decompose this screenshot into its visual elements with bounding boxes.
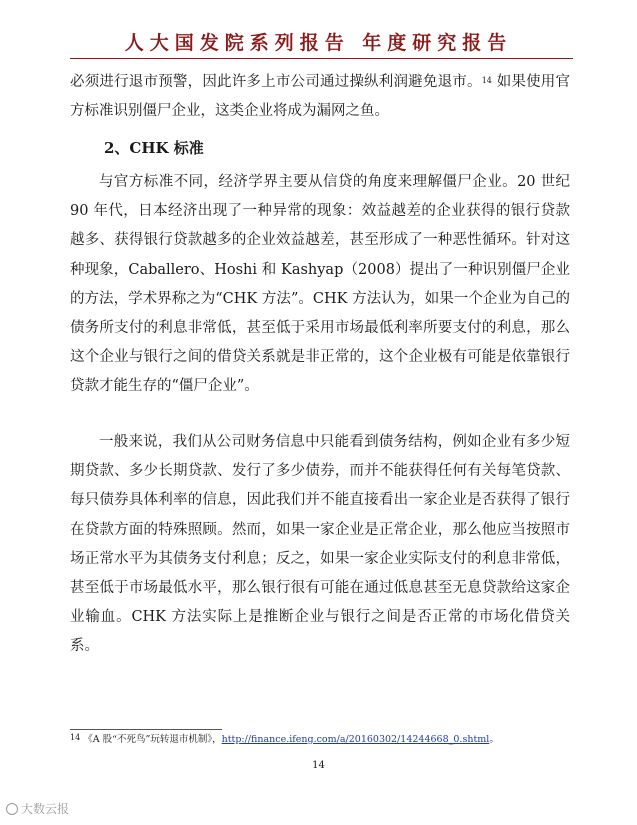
page-header <box>0 0 637 62</box>
header-title: 人大国发院系列报告 年度研究报告 <box>124 32 513 54</box>
paragraph-1-text: 必须进行退市预警，因此许多上市公司通过操纵利润避免退市。 <box>70 74 482 90</box>
paragraph-3: 一般来说，我们从公司财务信息中只能看到债务结构，例如企业有多少短期贷款、多少长期贷款、发行了多少债券，而并不能获得任何有关每笔贷款、每只债券具体利率的信息，因此我们并不能直接看出一家企业是否获得了银行在贷款方面的特殊照顾。然而，如果一家企业是正常企业，那么他应当按照市场正常水平为其债务支付利息；反之，如果一家企业实际支付的利息非常低，甚至低于市场最低水平，那么银行很有可能在通过低息甚至无息贷款给这家企业输血。CHK 方法实际上是推断企业与银行之间是否正常的市场化借贷关系。 <box>70 434 570 655</box>
footnote-tail: 。 <box>489 734 499 745</box>
header-rule <box>70 58 573 59</box>
watermark <box>6 800 69 817</box>
watermark-text: 大数云报 <box>21 802 70 816</box>
paragraph-2: 与官方标准不同，经济学界主要从信贷的角度来理解僵尸企业。20 世纪 90 年代，日本经济出现了一种异常的现象：效益越差的企业获得的银行贷款越多、获得银行贷款越多的企业效益越差，甚至形成了一种恶性循环。针对这种现象，Caballero、Hoshi 和 Kashyap（2008）提出了一种识别僵尸企业的方法，学术界称之为“CHK 方法”。CHK 方法认为，如果一个企业为自己的债务所支付的利息非常低，甚至低于采用市场最低利率所要支付的利息，那么这个企业与银行之间的借贷关系就是非正常的，这个企业极有可能是依靠银行贷款才能生存的“僵尸企业”。 <box>70 174 570 395</box>
section-heading: 2、CHK 标准 <box>104 139 204 157</box>
footnote-text: 《A 股“不死鸟”玩转退市机制》， <box>83 734 222 745</box>
paragraph-1 <box>70 68 570 126</box>
footnote-reference[interactable]: 14 <box>481 76 492 85</box>
footnote-link[interactable]: http://finance.ifeng.com/a/20160302/14244668_0.shtml <box>221 734 490 745</box>
footnote-number: 14 <box>70 733 81 742</box>
watermark-logo-icon <box>6 803 18 815</box>
page-number: 14 <box>312 760 325 771</box>
paragraph-1-tail: 如果使用官方标准识别僵尸企业，这类企业将成为漏网之鱼。 <box>70 74 570 120</box>
footnote-rule <box>70 729 222 730</box>
footnote <box>70 733 590 747</box>
